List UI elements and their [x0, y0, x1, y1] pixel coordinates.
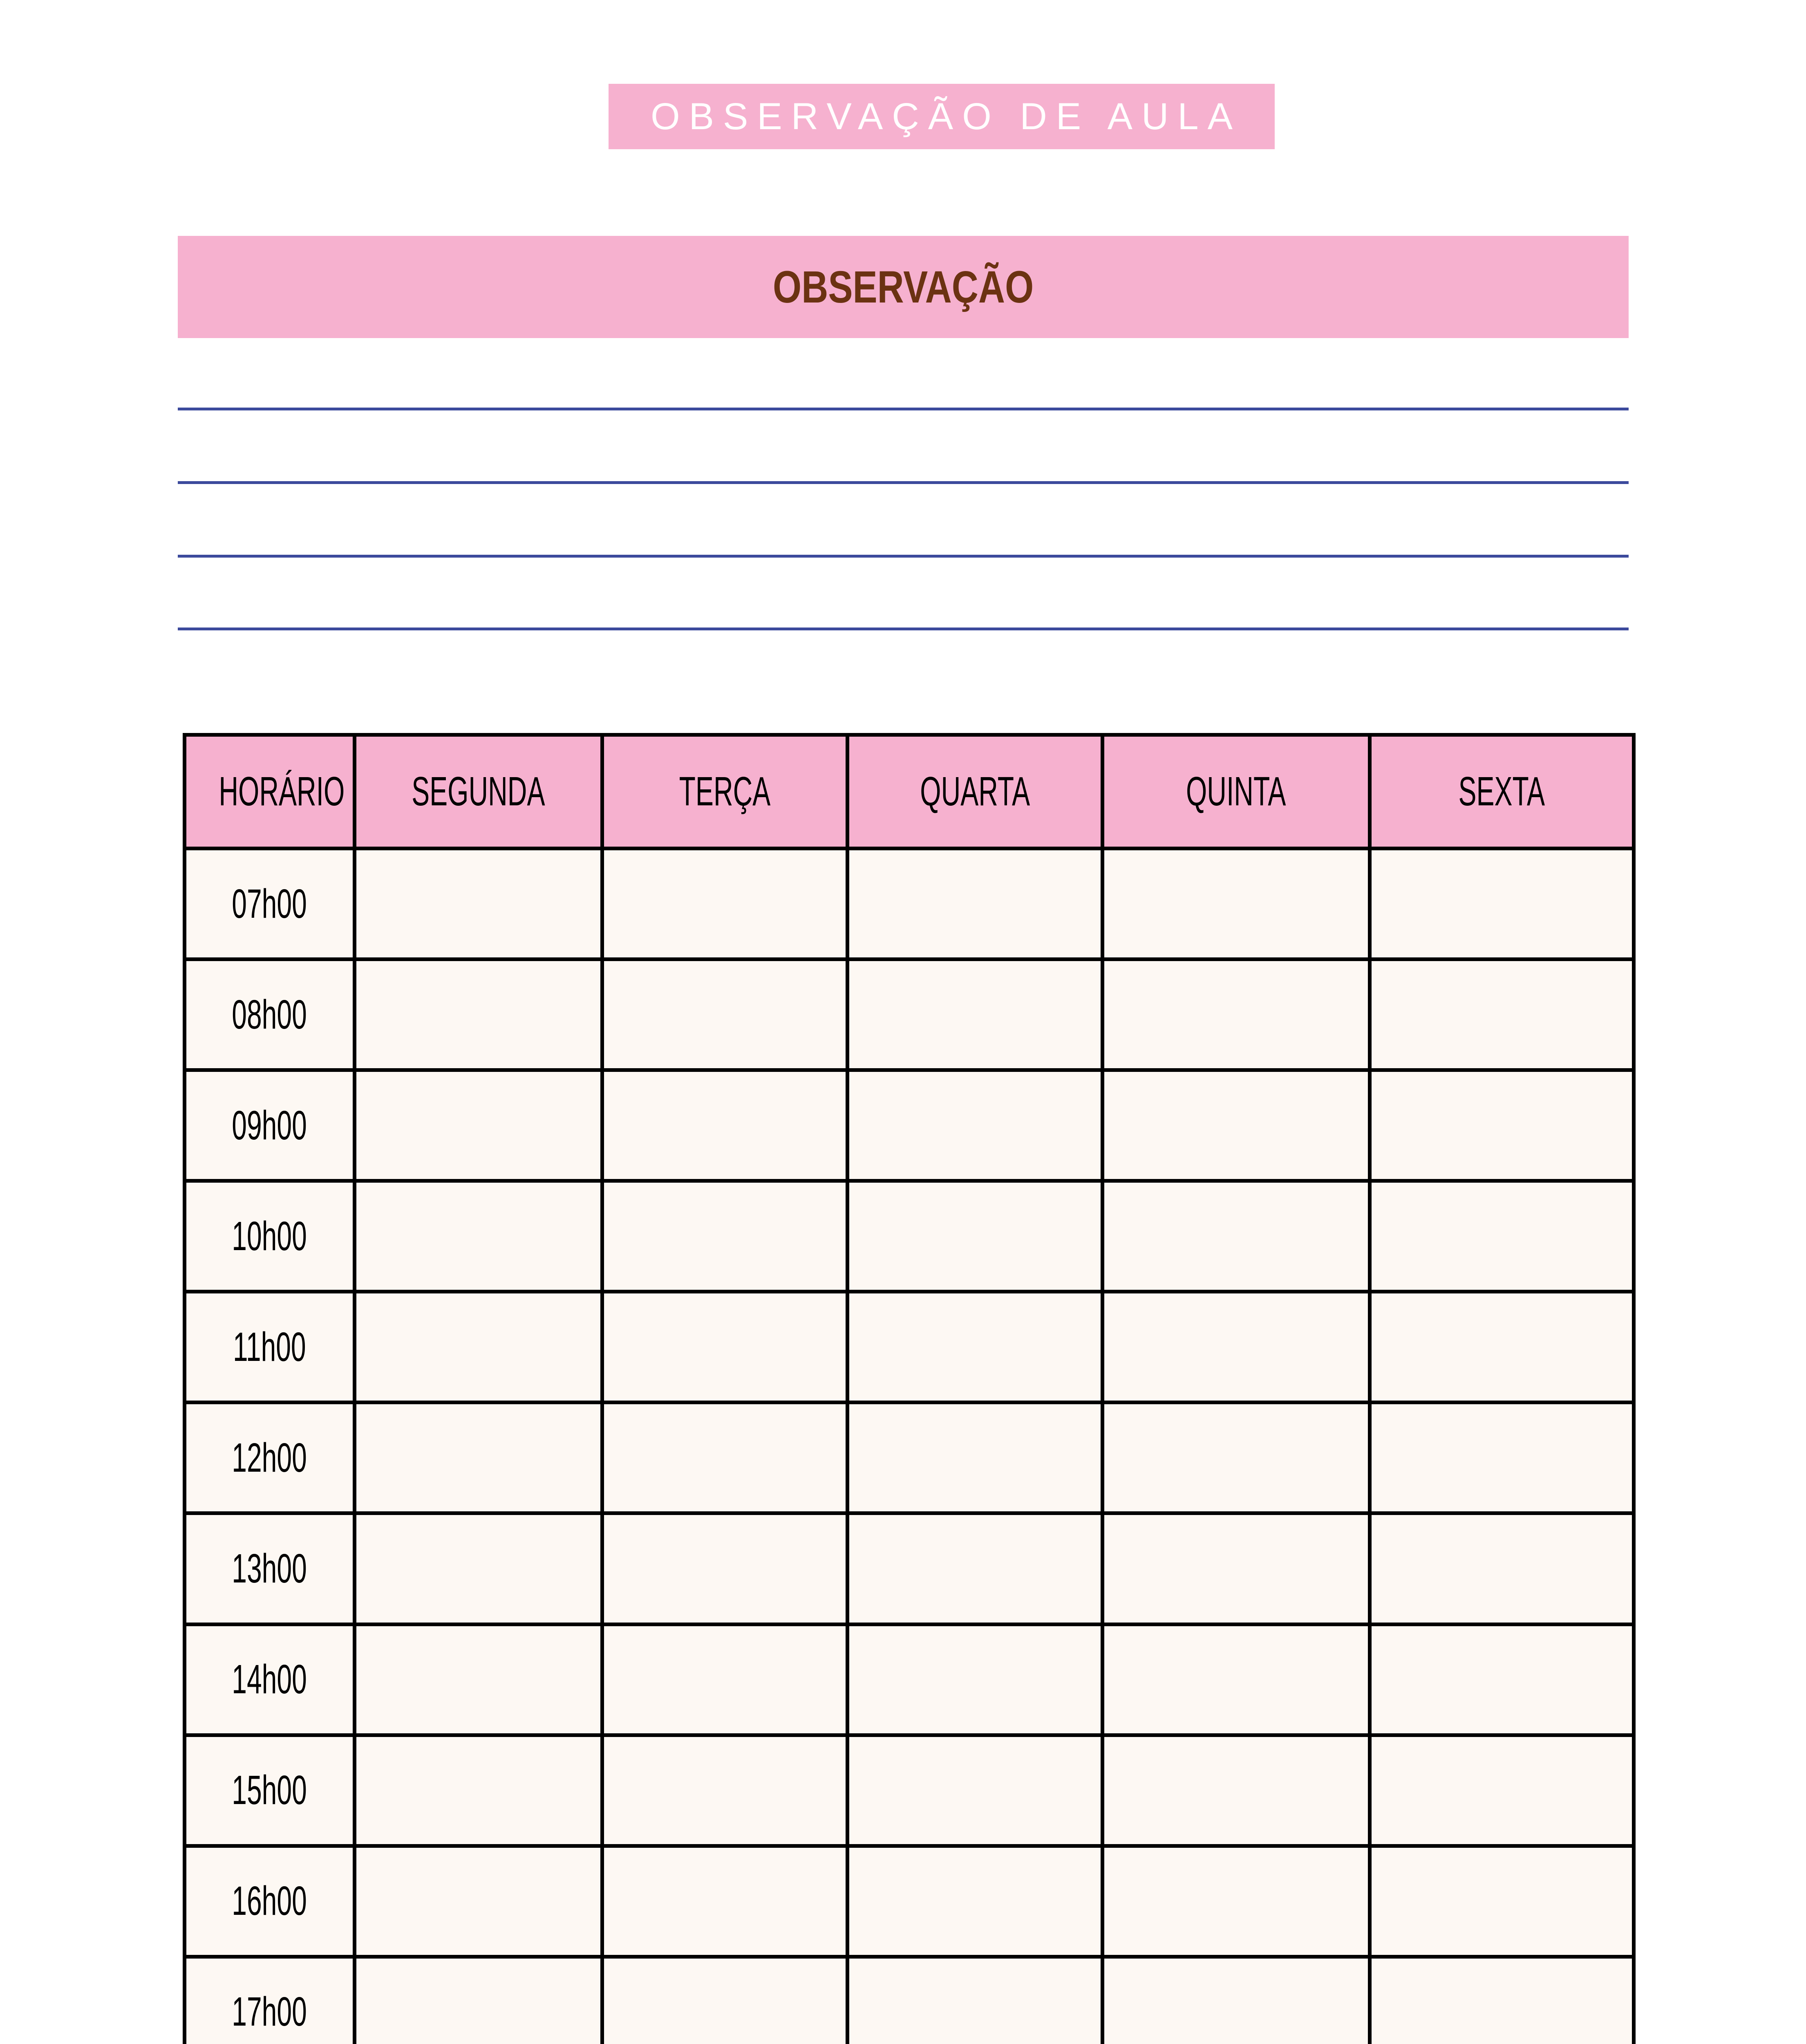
- day-cell[interactable]: [848, 1735, 1103, 1846]
- day-cell[interactable]: [1370, 1070, 1634, 1181]
- observation-heading: OBSERVAÇÃO: [772, 262, 1034, 312]
- day-cell[interactable]: [1370, 959, 1634, 1070]
- time-cell: 17h00: [185, 1957, 355, 2044]
- table-row: [185, 849, 1634, 959]
- observation-header: [178, 236, 1629, 338]
- time-cell: 07h00: [185, 849, 355, 959]
- time-cell: 15h00: [185, 1735, 355, 1846]
- table-row: [185, 1624, 1634, 1735]
- time-cell: 11h00: [185, 1292, 355, 1403]
- day-cell[interactable]: [602, 1292, 848, 1403]
- day-cell[interactable]: [602, 959, 848, 1070]
- day-cell[interactable]: [355, 1070, 602, 1181]
- day-cell[interactable]: [602, 1403, 848, 1513]
- day-cell[interactable]: [1103, 849, 1370, 959]
- table-row: [185, 1181, 1634, 1292]
- header-cell-sexta: SEXTA: [1370, 735, 1634, 849]
- day-cell[interactable]: [1370, 1181, 1634, 1292]
- time-cell: 13h00: [185, 1513, 355, 1624]
- table-row: [185, 1403, 1634, 1513]
- day-cell[interactable]: [848, 1957, 1103, 2044]
- day-cell[interactable]: [602, 1513, 848, 1624]
- writing-line-3[interactable]: [178, 555, 1629, 558]
- header-cell-quinta: QUINTA: [1103, 735, 1370, 849]
- day-cell[interactable]: [602, 1070, 848, 1181]
- day-cell[interactable]: [1370, 849, 1634, 959]
- day-cell[interactable]: [1103, 1846, 1370, 1957]
- day-cell[interactable]: [848, 1846, 1103, 1957]
- table-row: [185, 1070, 1634, 1181]
- day-cell[interactable]: [602, 1181, 848, 1292]
- day-cell[interactable]: [355, 1957, 602, 2044]
- day-cell[interactable]: [848, 959, 1103, 1070]
- day-cell[interactable]: [1103, 1513, 1370, 1624]
- day-cell[interactable]: [1370, 1735, 1634, 1846]
- time-cell: 16h00: [185, 1846, 355, 1957]
- day-cell[interactable]: [355, 1292, 602, 1403]
- day-cell[interactable]: [1103, 1624, 1370, 1735]
- header-cell-terca: TERÇA: [602, 735, 848, 849]
- page-title: OBSERVAÇÃO DE AULA: [651, 95, 1242, 137]
- header-cell-horario: HORÁRIO: [185, 735, 355, 849]
- day-cell[interactable]: [602, 1957, 848, 2044]
- table-row: [185, 1957, 1634, 2044]
- day-cell[interactable]: [1370, 1957, 1634, 2044]
- time-cell: 09h00: [185, 1070, 355, 1181]
- day-cell[interactable]: [848, 1403, 1103, 1513]
- table-row: [185, 1292, 1634, 1403]
- day-cell[interactable]: [355, 1513, 602, 1624]
- day-cell[interactable]: [602, 1846, 848, 1957]
- table-row: [185, 1735, 1634, 1846]
- day-cell[interactable]: [848, 1181, 1103, 1292]
- day-cell[interactable]: [355, 959, 602, 1070]
- schedule-table: [183, 733, 1636, 2044]
- time-cell: 14h00: [185, 1624, 355, 1735]
- page-title-banner: [609, 84, 1275, 149]
- day-cell[interactable]: [1103, 1957, 1370, 2044]
- header-cell-quarta: QUARTA: [848, 735, 1103, 849]
- writing-line-2[interactable]: [178, 481, 1629, 484]
- day-cell[interactable]: [1103, 1292, 1370, 1403]
- day-cell[interactable]: [1370, 1403, 1634, 1513]
- time-cell: 08h00: [185, 959, 355, 1070]
- day-cell[interactable]: [1103, 1735, 1370, 1846]
- day-cell[interactable]: [1103, 1070, 1370, 1181]
- table-row: [185, 1513, 1634, 1624]
- day-cell[interactable]: [602, 1624, 848, 1735]
- day-cell[interactable]: [355, 1624, 602, 1735]
- day-cell[interactable]: [1370, 1624, 1634, 1735]
- day-cell[interactable]: [1370, 1292, 1634, 1403]
- time-cell: 10h00: [185, 1181, 355, 1292]
- day-cell[interactable]: [355, 1846, 602, 1957]
- day-cell[interactable]: [602, 849, 848, 959]
- day-cell[interactable]: [355, 1735, 602, 1846]
- writing-line-1[interactable]: [178, 408, 1629, 410]
- day-cell[interactable]: [1370, 1513, 1634, 1624]
- day-cell[interactable]: [848, 1513, 1103, 1624]
- day-cell[interactable]: [1103, 1403, 1370, 1513]
- writing-line-4[interactable]: [178, 628, 1629, 630]
- day-cell[interactable]: [355, 1181, 602, 1292]
- table-row: [185, 959, 1634, 1070]
- time-cell: 12h00: [185, 1403, 355, 1513]
- day-cell[interactable]: [848, 1292, 1103, 1403]
- day-cell[interactable]: [1370, 1846, 1634, 1957]
- schedule-header-row: [185, 735, 1634, 849]
- day-cell[interactable]: [602, 1735, 848, 1846]
- day-cell[interactable]: [355, 1403, 602, 1513]
- day-cell[interactable]: [848, 1070, 1103, 1181]
- table-row: [185, 1846, 1634, 1957]
- header-cell-segunda: SEGUNDA: [355, 735, 602, 849]
- day-cell[interactable]: [1103, 959, 1370, 1070]
- day-cell[interactable]: [848, 849, 1103, 959]
- day-cell[interactable]: [848, 1624, 1103, 1735]
- day-cell[interactable]: [1103, 1181, 1370, 1292]
- day-cell[interactable]: [355, 849, 602, 959]
